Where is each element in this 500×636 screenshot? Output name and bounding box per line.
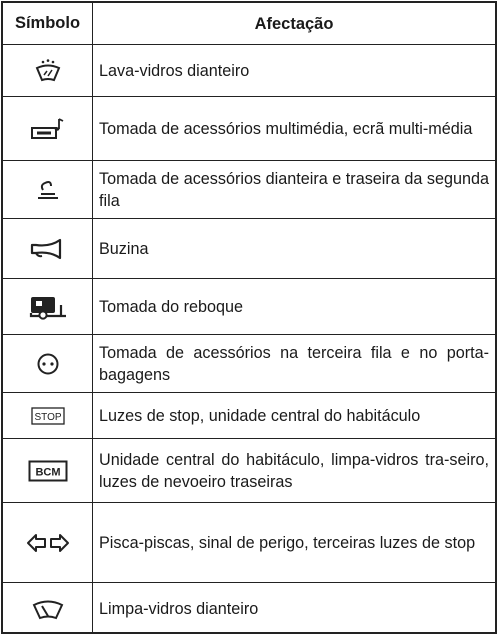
svg-text:STOP: STOP (33, 411, 62, 423)
row-text: Tomada do reboque (99, 297, 243, 316)
table-row (3, 161, 495, 219)
horn-icon (3, 219, 92, 278)
row-text: Pisca-piscas, sinal de perigo, terceiras luzes de stop (99, 533, 476, 552)
row-text: Tomada de acessórios dianteira e traseira da segunda fila (99, 169, 489, 210)
power-socket-icon (3, 335, 92, 392)
fuse-assignment-table (1, 1, 497, 634)
bcm-icon (3, 439, 92, 502)
table-row (3, 439, 495, 503)
row-text: Unidade central do habitáculo, limpa-vidros tra-seiro, luzes de nevoeiro traseiras (99, 450, 489, 491)
svg-text:BCM: BCM (34, 466, 61, 478)
table-row (3, 335, 495, 393)
table-row (3, 279, 495, 335)
row-text: Tomada de acessórios na terceira fila e no porta-bagagens (99, 343, 489, 384)
row-text: Limpa-vidros dianteiro (99, 599, 259, 618)
table-row (3, 45, 495, 97)
windshield-washer-front-icon (3, 45, 92, 96)
table-row (3, 97, 495, 161)
header-assignment: Afectação (254, 14, 334, 33)
windshield-wiper-front-icon (3, 583, 92, 634)
table-row (3, 503, 495, 583)
row-text: Buzina (99, 239, 149, 258)
turn-signal-arrows-icon (3, 503, 92, 582)
table-header (3, 3, 495, 45)
row-text: Lava-vidros dianteiro (99, 61, 250, 80)
stop-icon (3, 393, 92, 438)
trailer-icon (3, 279, 92, 334)
multimedia-socket-icon (3, 97, 92, 160)
row-text: Tomada de acessórios multimédia, ecrã multi-média (99, 119, 473, 138)
header-symbol: Símbolo (14, 14, 81, 32)
table-row (3, 583, 495, 634)
table-row (3, 393, 495, 439)
row-text: Luzes de stop, unidade central do habitáculo (99, 406, 421, 425)
cigarette-lighter-icon (3, 161, 92, 218)
table-row (3, 219, 495, 279)
